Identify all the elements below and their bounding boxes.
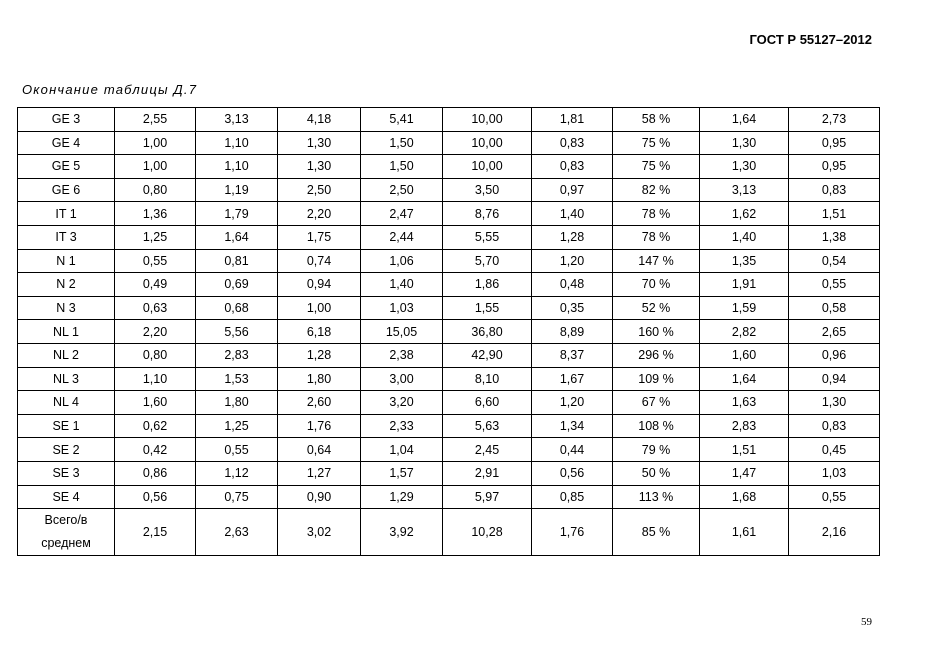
value-cell: 67 % bbox=[613, 391, 700, 415]
value-cell: 1,30 bbox=[700, 131, 789, 155]
value-cell: 50 % bbox=[613, 461, 700, 485]
value-cell: 1,76 bbox=[278, 414, 361, 438]
value-cell: 0,86 bbox=[115, 461, 196, 485]
value-cell: 296 % bbox=[613, 343, 700, 367]
table-row bbox=[18, 178, 880, 202]
value-cell: 1,10 bbox=[115, 367, 196, 391]
value-cell: 0,35 bbox=[532, 296, 613, 320]
value-cell: 2,83 bbox=[700, 414, 789, 438]
row-label-cell: NL 2 bbox=[18, 343, 115, 367]
value-cell: 2,60 bbox=[278, 391, 361, 415]
value-cell: 1,80 bbox=[278, 367, 361, 391]
value-cell: 2,20 bbox=[115, 320, 196, 344]
row-label-cell: SE 3 bbox=[18, 461, 115, 485]
value-cell: 2,91 bbox=[443, 461, 532, 485]
value-cell: 0,54 bbox=[789, 249, 880, 273]
value-cell: 2,83 bbox=[196, 343, 278, 367]
value-cell: 2,73 bbox=[789, 108, 880, 132]
value-cell: 1,10 bbox=[196, 155, 278, 179]
table-row bbox=[18, 367, 880, 391]
table-row bbox=[18, 249, 880, 273]
value-cell: 2,44 bbox=[361, 225, 443, 249]
total-value-cell: 2,63 bbox=[196, 509, 278, 556]
value-cell: 1,38 bbox=[789, 225, 880, 249]
value-cell: 1,75 bbox=[278, 225, 361, 249]
value-cell: 1,40 bbox=[700, 225, 789, 249]
value-cell: 0,55 bbox=[115, 249, 196, 273]
value-cell: 1,47 bbox=[700, 461, 789, 485]
value-cell: 3,20 bbox=[361, 391, 443, 415]
value-cell: 1,20 bbox=[532, 249, 613, 273]
value-cell: 1,30 bbox=[700, 155, 789, 179]
value-cell: 1,64 bbox=[196, 225, 278, 249]
row-label-cell: SE 4 bbox=[18, 485, 115, 509]
value-cell: 1,35 bbox=[700, 249, 789, 273]
value-cell: 1,67 bbox=[532, 367, 613, 391]
value-cell: 82 % bbox=[613, 178, 700, 202]
total-value-cell: 1,61 bbox=[700, 509, 789, 556]
value-cell: 1,34 bbox=[532, 414, 613, 438]
row-label-cell: N 3 bbox=[18, 296, 115, 320]
value-cell: 2,65 bbox=[789, 320, 880, 344]
value-cell: 5,56 bbox=[196, 320, 278, 344]
value-cell: 2,55 bbox=[115, 108, 196, 132]
value-cell: 1,25 bbox=[115, 225, 196, 249]
table-row bbox=[18, 320, 880, 344]
value-cell: 5,63 bbox=[443, 414, 532, 438]
value-cell: 1,28 bbox=[278, 343, 361, 367]
value-cell: 1,57 bbox=[361, 461, 443, 485]
value-cell: 147 % bbox=[613, 249, 700, 273]
value-cell: 1,03 bbox=[361, 296, 443, 320]
value-cell: 0,62 bbox=[115, 414, 196, 438]
value-cell: 0,44 bbox=[532, 438, 613, 462]
total-value-cell: 3,02 bbox=[278, 509, 361, 556]
row-label-cell: GE 4 bbox=[18, 131, 115, 155]
value-cell: 42,90 bbox=[443, 343, 532, 367]
value-cell: 58 % bbox=[613, 108, 700, 132]
value-cell: 1,29 bbox=[361, 485, 443, 509]
total-label-cell: Всего/в среднем bbox=[18, 509, 115, 556]
row-label-cell: SE 1 bbox=[18, 414, 115, 438]
value-cell: 1,00 bbox=[115, 155, 196, 179]
value-cell: 70 % bbox=[613, 273, 700, 297]
row-label-cell: GE 6 bbox=[18, 178, 115, 202]
row-label-cell: GE 5 bbox=[18, 155, 115, 179]
value-cell: 1,62 bbox=[700, 202, 789, 226]
value-cell: 0,55 bbox=[196, 438, 278, 462]
value-cell: 5,70 bbox=[443, 249, 532, 273]
value-cell: 1,60 bbox=[700, 343, 789, 367]
value-cell: 0,55 bbox=[789, 485, 880, 509]
value-cell: 1,00 bbox=[115, 131, 196, 155]
value-cell: 1,40 bbox=[361, 273, 443, 297]
table-row bbox=[18, 343, 880, 367]
total-value-cell: 85 % bbox=[613, 509, 700, 556]
value-cell: 1,68 bbox=[700, 485, 789, 509]
value-cell: 1,50 bbox=[361, 131, 443, 155]
value-cell: 1,63 bbox=[700, 391, 789, 415]
table-row bbox=[18, 225, 880, 249]
value-cell: 160 % bbox=[613, 320, 700, 344]
row-label-cell: N 2 bbox=[18, 273, 115, 297]
value-cell: 1,64 bbox=[700, 108, 789, 132]
value-cell: 0,56 bbox=[115, 485, 196, 509]
row-label-cell: IT 3 bbox=[18, 225, 115, 249]
value-cell: 0,94 bbox=[278, 273, 361, 297]
value-cell: 5,41 bbox=[361, 108, 443, 132]
value-cell: 8,10 bbox=[443, 367, 532, 391]
value-cell: 0,95 bbox=[789, 155, 880, 179]
value-cell: 10,00 bbox=[443, 108, 532, 132]
value-cell: 0,80 bbox=[115, 343, 196, 367]
value-cell: 1,30 bbox=[278, 131, 361, 155]
value-cell: 52 % bbox=[613, 296, 700, 320]
value-cell: 1,12 bbox=[196, 461, 278, 485]
value-cell: 1,51 bbox=[789, 202, 880, 226]
value-cell: 109 % bbox=[613, 367, 700, 391]
value-cell: 3,13 bbox=[196, 108, 278, 132]
table-row bbox=[18, 108, 880, 132]
total-value-cell: 2,16 bbox=[789, 509, 880, 556]
table-row bbox=[18, 202, 880, 226]
value-cell: 0,83 bbox=[789, 414, 880, 438]
value-cell: 8,37 bbox=[532, 343, 613, 367]
table-row bbox=[18, 461, 880, 485]
value-cell: 1,81 bbox=[532, 108, 613, 132]
value-cell: 1,50 bbox=[361, 155, 443, 179]
value-cell: 0,83 bbox=[532, 155, 613, 179]
value-cell: 1,25 bbox=[196, 414, 278, 438]
value-cell: 1,80 bbox=[196, 391, 278, 415]
document-code: ГОСТ Р 55127–2012 bbox=[749, 32, 872, 47]
value-cell: 75 % bbox=[613, 131, 700, 155]
value-cell: 3,13 bbox=[700, 178, 789, 202]
value-cell: 0,45 bbox=[789, 438, 880, 462]
table-row bbox=[18, 296, 880, 320]
row-label-cell: NL 3 bbox=[18, 367, 115, 391]
row-label-cell: NL 4 bbox=[18, 391, 115, 415]
value-cell: 2,45 bbox=[443, 438, 532, 462]
value-cell: 2,50 bbox=[361, 178, 443, 202]
value-cell: 5,97 bbox=[443, 485, 532, 509]
value-cell: 78 % bbox=[613, 225, 700, 249]
value-cell: 8,76 bbox=[443, 202, 532, 226]
value-cell: 79 % bbox=[613, 438, 700, 462]
table-row bbox=[18, 414, 880, 438]
value-cell: 1,60 bbox=[115, 391, 196, 415]
value-cell: 1,40 bbox=[532, 202, 613, 226]
value-cell: 1,27 bbox=[278, 461, 361, 485]
value-cell: 6,18 bbox=[278, 320, 361, 344]
value-cell: 10,00 bbox=[443, 155, 532, 179]
value-cell: 15,05 bbox=[361, 320, 443, 344]
value-cell: 0,49 bbox=[115, 273, 196, 297]
value-cell: 1,30 bbox=[278, 155, 361, 179]
value-cell: 1,51 bbox=[700, 438, 789, 462]
value-cell: 5,55 bbox=[443, 225, 532, 249]
row-label-cell: SE 2 bbox=[18, 438, 115, 462]
value-cell: 0,42 bbox=[115, 438, 196, 462]
value-cell: 1,19 bbox=[196, 178, 278, 202]
value-cell: 2,20 bbox=[278, 202, 361, 226]
value-cell: 0,48 bbox=[532, 273, 613, 297]
value-cell: 8,89 bbox=[532, 320, 613, 344]
value-cell: 10,00 bbox=[443, 131, 532, 155]
value-cell: 0,83 bbox=[532, 131, 613, 155]
table-row bbox=[18, 273, 880, 297]
value-cell: 0,97 bbox=[532, 178, 613, 202]
value-cell: 0,85 bbox=[532, 485, 613, 509]
value-cell: 0,55 bbox=[789, 273, 880, 297]
value-cell: 0,56 bbox=[532, 461, 613, 485]
value-cell: 0,74 bbox=[278, 249, 361, 273]
value-cell: 0,95 bbox=[789, 131, 880, 155]
value-cell: 113 % bbox=[613, 485, 700, 509]
value-cell: 1,00 bbox=[278, 296, 361, 320]
value-cell: 36,80 bbox=[443, 320, 532, 344]
value-cell: 1,28 bbox=[532, 225, 613, 249]
value-cell: 0,80 bbox=[115, 178, 196, 202]
value-cell: 2,38 bbox=[361, 343, 443, 367]
page-number: 59 bbox=[861, 616, 872, 628]
row-label-cell: NL 1 bbox=[18, 320, 115, 344]
value-cell: 1,06 bbox=[361, 249, 443, 273]
value-cell: 0,96 bbox=[789, 343, 880, 367]
table-body bbox=[18, 108, 880, 556]
value-cell: 1,59 bbox=[700, 296, 789, 320]
total-row bbox=[18, 509, 880, 556]
table-row bbox=[18, 391, 880, 415]
value-cell: 0,68 bbox=[196, 296, 278, 320]
table-row bbox=[18, 155, 880, 179]
value-cell: 0,58 bbox=[789, 296, 880, 320]
value-cell: 1,03 bbox=[789, 461, 880, 485]
value-cell: 2,82 bbox=[700, 320, 789, 344]
row-label-cell: IT 1 bbox=[18, 202, 115, 226]
value-cell: 2,50 bbox=[278, 178, 361, 202]
value-cell: 3,00 bbox=[361, 367, 443, 391]
value-cell: 1,86 bbox=[443, 273, 532, 297]
table-row bbox=[18, 485, 880, 509]
table-row bbox=[18, 438, 880, 462]
value-cell: 0,69 bbox=[196, 273, 278, 297]
value-cell: 4,18 bbox=[278, 108, 361, 132]
value-cell: 1,30 bbox=[789, 391, 880, 415]
value-cell: 0,83 bbox=[789, 178, 880, 202]
value-cell: 2,47 bbox=[361, 202, 443, 226]
total-value-cell: 3,92 bbox=[361, 509, 443, 556]
value-cell: 0,81 bbox=[196, 249, 278, 273]
value-cell: 2,33 bbox=[361, 414, 443, 438]
value-cell: 1,53 bbox=[196, 367, 278, 391]
row-label-cell: GE 3 bbox=[18, 108, 115, 132]
value-cell: 75 % bbox=[613, 155, 700, 179]
table-caption: Окончание таблицы Д.7 bbox=[22, 82, 198, 97]
value-cell: 1,79 bbox=[196, 202, 278, 226]
value-cell: 0,63 bbox=[115, 296, 196, 320]
value-cell: 0,90 bbox=[278, 485, 361, 509]
value-cell: 6,60 bbox=[443, 391, 532, 415]
value-cell: 1,91 bbox=[700, 273, 789, 297]
value-cell: 0,94 bbox=[789, 367, 880, 391]
value-cell: 3,50 bbox=[443, 178, 532, 202]
total-value-cell: 1,76 bbox=[532, 509, 613, 556]
total-value-cell: 2,15 bbox=[115, 509, 196, 556]
row-label-cell: N 1 bbox=[18, 249, 115, 273]
value-cell: 1,10 bbox=[196, 131, 278, 155]
value-cell: 1,20 bbox=[532, 391, 613, 415]
value-cell: 1,04 bbox=[361, 438, 443, 462]
data-table bbox=[17, 107, 880, 556]
value-cell: 0,64 bbox=[278, 438, 361, 462]
table-row bbox=[18, 131, 880, 155]
value-cell: 108 % bbox=[613, 414, 700, 438]
value-cell: 1,55 bbox=[443, 296, 532, 320]
value-cell: 0,75 bbox=[196, 485, 278, 509]
value-cell: 78 % bbox=[613, 202, 700, 226]
total-value-cell: 10,28 bbox=[443, 509, 532, 556]
value-cell: 1,64 bbox=[700, 367, 789, 391]
value-cell: 1,36 bbox=[115, 202, 196, 226]
